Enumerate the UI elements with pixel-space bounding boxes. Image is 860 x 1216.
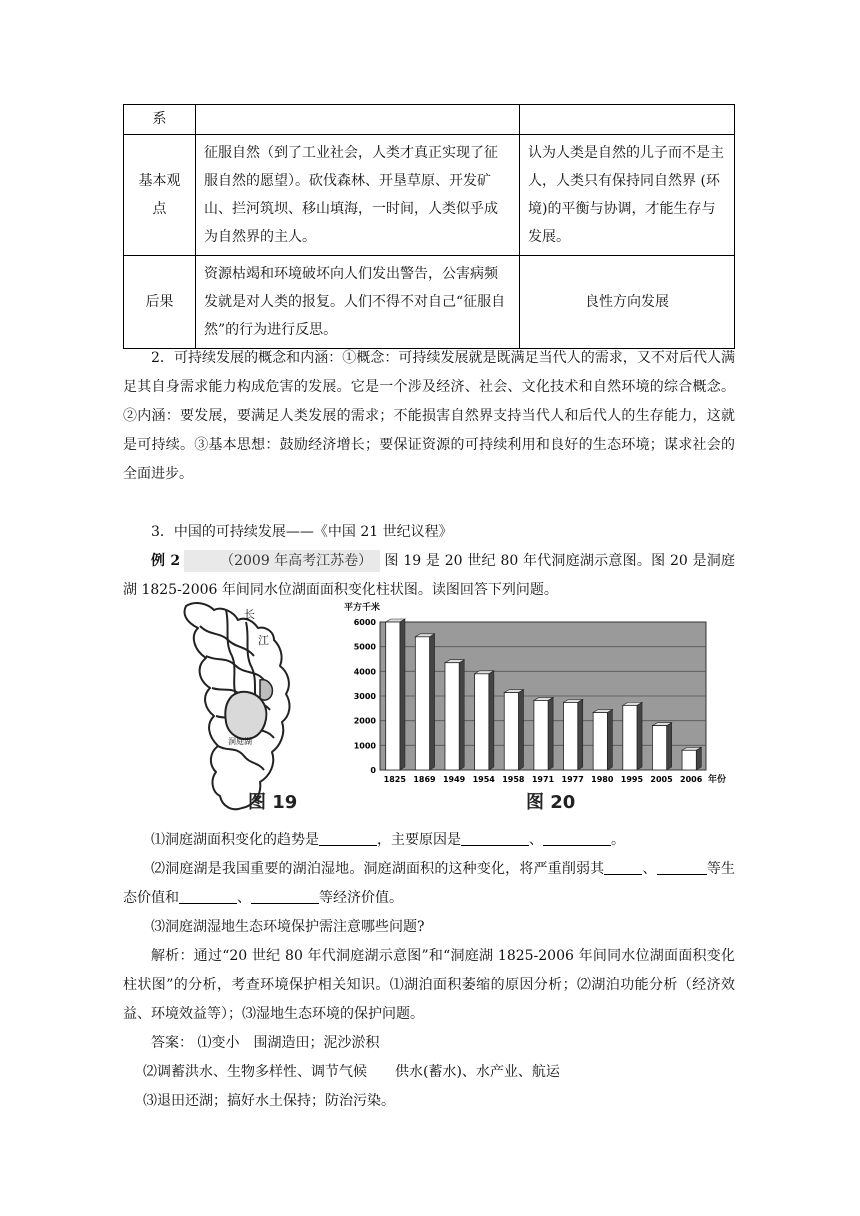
x-axis-label: 年份 [708,775,727,785]
question-1: ⑴洞庭湖面积变化的趋势是 ，主要原因是 、 。 [151,832,625,848]
answer-blank[interactable] [179,889,237,904]
question-2: ⑵洞庭湖是我国重要的湖泊湿地。洞庭湖面积的这种变化，将严重削弱其 、 等生态价值和 、 等经济价值。 [123,861,736,906]
bar-side [400,619,405,770]
bar-1825 [386,622,400,770]
bar-side [459,660,464,770]
bar-2006 [682,750,696,770]
row-label-system: 系 [124,105,196,135]
dongting-lake-map [176,596,301,816]
y-tick-label: 6000 [353,618,376,627]
bar-2005 [652,726,666,770]
table-row-consequence [124,256,735,349]
question-3: ⑶洞庭湖湿地生态环境保护需注意哪些问题? [151,919,425,935]
answer-1: ⑴变小 围湖造田；泥沙淤积 [197,1035,380,1051]
y-tick-label: 1000 [353,741,376,751]
figure-20-caption: 图 20 [526,792,576,813]
bar-1971 [534,700,548,770]
y-tick-labels [354,618,377,775]
section-sustainable-concept: 2．可持续发展的概念和内涵：①概念：可持续发展就是既满足当代人的需求，又不对后代人满足其自身需求能力构成危害的发展。它是一个涉及经济、社会、文化技术和自然环境的综合概念。②内涵：要发展，要满足人类发展的需求；不能损害自然界支持当代人和后代人的生存能力，这就是可持续。③基本思想：鼓励经济增长；要保证资源的可持续利用和良好的生态环境；谋求社会的全面进步。 [123,350,735,482]
x-tick-label: 1825 [383,775,406,784]
bar-1995 [623,705,637,770]
bar-side [548,697,553,770]
answer-blank[interactable] [461,831,529,846]
answer-blank[interactable] [657,860,707,875]
map-label-lake: 洞庭湖 [228,737,252,746]
answer-blank[interactable] [543,831,611,846]
bar-side [667,723,672,770]
answer-line-3: ⑶退田还湖；搞好水土保持；防治污染。 [143,1093,395,1109]
x-tick-label: 1977 [561,775,584,784]
figure-19-caption: 图 19 [248,792,298,813]
bar-side [696,747,701,770]
y-tick-label: 0 [370,766,376,775]
x-tick-label: 1980 [591,775,614,784]
map-label-jiang: 江 [258,634,269,647]
answer-line-1 [123,1029,735,1058]
section-china-agenda: 3．中国的可持续发展——《中国 21 世纪议程》 [151,524,453,540]
bar-1869 [415,637,429,770]
table-row-basic-view [124,135,735,256]
cell-system-col3 [520,105,735,135]
example-source-tag: （2009 年高考江苏卷） [184,550,380,572]
bar-1954 [475,674,489,770]
bar-side [489,671,494,770]
bar-side [578,699,583,770]
cell-system-col2 [196,105,520,135]
cell-basic-view-old: 征服自然（到了工业社会，人类才真正实现了征服自然的愿望）。砍伐森林、开垦草原、开发矿山、拦河筑坝、移山填海，一时间，人类似乎成为自然界的主人。 [196,135,520,256]
bar-1977 [564,702,578,770]
bar-1958 [504,693,518,770]
answer-blank[interactable] [319,831,377,846]
map-label-chang: 长 [244,608,255,621]
x-tick-label: 1949 [442,775,466,784]
answer-label: 答案： [151,1035,193,1051]
bar-side [430,634,435,770]
lake-area-bar-chart [342,602,732,812]
bar-1949 [445,663,459,770]
answer-blank[interactable] [604,860,642,875]
x-tick-labels [384,775,703,784]
cell-basic-view-new: 认为人类是自然的儿子而不是主人，人类只有保持同自然界 (环境)的平衡与协调，才能生存与发展。 [520,135,735,256]
table-row-system [124,105,735,135]
comparison-table [123,104,735,349]
bar-1980 [593,713,607,770]
analysis: 解析：通过“20 世纪 80 年代洞庭湖示意图”和“洞庭湖 1825-2006 年间同水位湖面面积变化柱状图”的分析，考查环境保护相关知识。⑴湖泊面积萎缩的原因分析；⑵湖泊功能分析（经济效益、环境效益等）；⑶湿地生态环境的保护问题。 [123,948,735,1022]
x-tick-label: 1954 [472,775,495,784]
row-label-consequence: 后果 [124,256,196,349]
y-tick-label: 5000 [353,642,376,652]
bar-side [518,690,523,770]
answer-line-2: ⑵调蓄洪水、生物多样性、调节气候 供水(蓄水)、水产业、航运 [143,1064,560,1080]
x-tick-label: 1869 [413,775,436,784]
y-tick-label: 3000 [353,692,376,701]
y-tick-label: 2000 [353,716,376,726]
cell-consequence-old: 资源枯竭和环境破坏向人们发出警告，公害病频发就是对人类的报复。人们不得不对自己“征服自然”的行为进行反思。 [196,256,520,349]
bar-side [607,710,612,770]
x-tick-label: 1995 [620,775,644,784]
x-tick-label: 2006 [680,775,703,784]
row-label-basic-view: 基本观点 [124,135,196,256]
cell-consequence-new: 良性方向发展 [520,256,735,349]
example-label: 例 2 [151,553,181,569]
answer-blank[interactable] [251,889,319,904]
example-text: 图 19 是 20 世纪 80 年代洞庭湖示意图。图 20 是洞庭湖 1825-2006 年间同水位湖面面积变化柱状图。读图回答下列问题。 [123,553,735,598]
y-axis-label: 平方千米 [344,603,381,613]
x-tick-label: 1958 [502,775,525,784]
bar-side [637,702,642,770]
y-tick-label: 4000 [353,667,376,677]
x-tick-label: 1971 [531,775,555,784]
x-tick-label: 2005 [650,775,673,784]
